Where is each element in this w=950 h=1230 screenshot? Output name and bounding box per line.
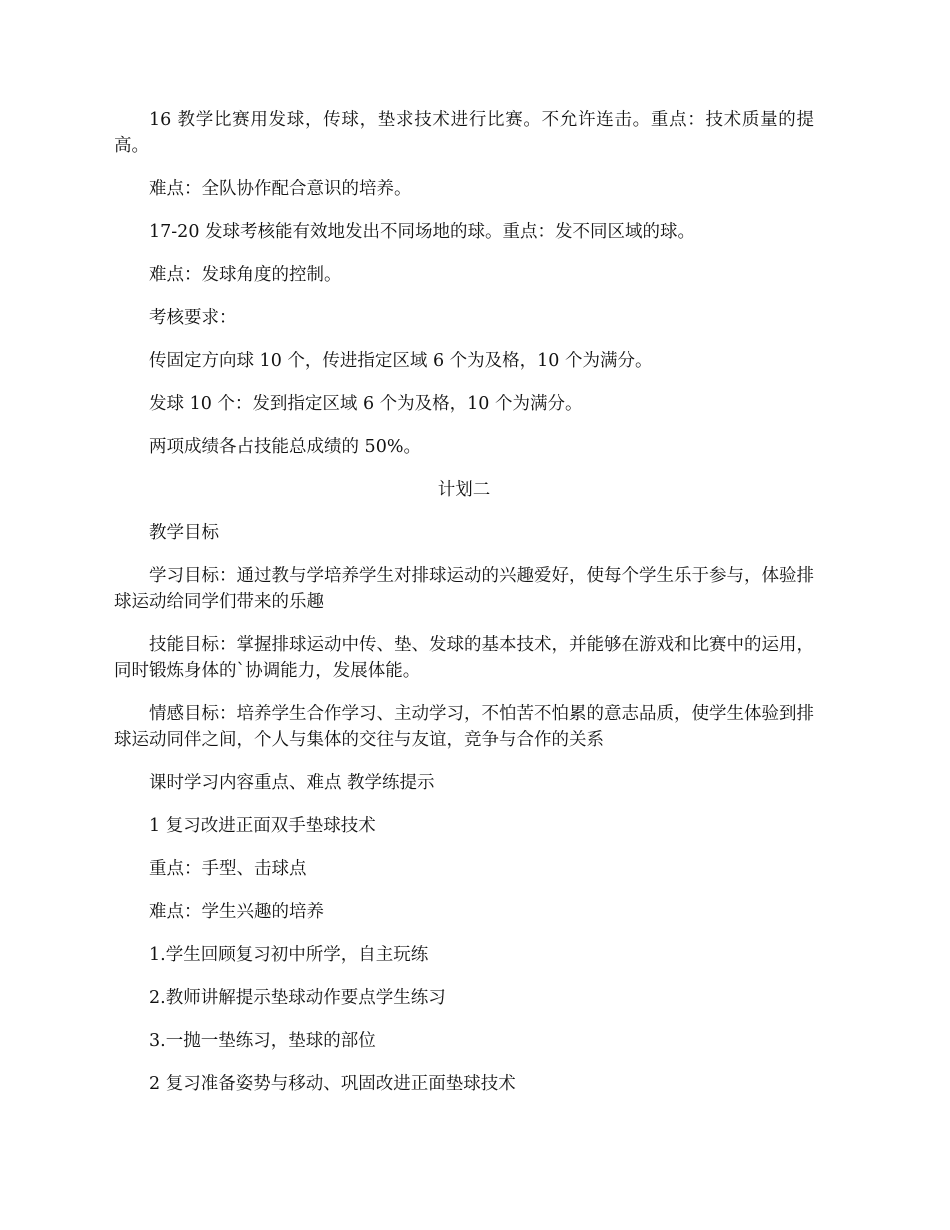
paragraph: 学习目标：通过教与学培养学生对排球运动的兴趣爱好，使每个学生乐于参与，体验排球运动给同学们带来的乐趣 [114,566,814,612]
paragraph: 17-20 发球考核能有效地发出不同场地的球。重点：发不同区域的球。 [149,222,696,242]
paragraph: 发球 10 个：发到指定区域 6 个为及格，10 个为满分。 [149,394,583,414]
paragraph: 技能目标：掌握排球运动中传、垫、发球的基本技术，并能够在游戏和比赛中的运用，同时锻炼身体的`协调能力，发展体能。 [114,635,814,681]
paragraph: 3.一抛一垫练习，垫球的部位 [149,1031,376,1051]
paragraph: 难点：学生兴趣的培养 [149,902,324,922]
paragraph: 2 复习准备姿势与移动、巩固改进正面垫球技术 [149,1074,516,1094]
paragraph: 教学目标 [149,523,219,543]
paragraph: 难点：发球角度的控制。 [149,265,342,285]
paragraph: 情感目标：培养学生合作学习、主动学习，不怕苦不怕累的意志品质，使学生体验到排球运动同伴之间，个人与集体的交往与友谊，竞争与合作的关系 [114,704,814,750]
paragraph: 考核要求： [149,308,237,328]
paragraph: 重点：手型、击球点 [149,859,307,879]
section-title: 计划二 [437,480,491,500]
paragraph: 2.教师讲解提示垫球动作要点学生练习 [149,988,446,1008]
paragraph: 16 教学比赛用发球，传球，垫求技术进行比赛。不允许连击。重点：技术质量的提高。 [114,110,814,156]
document-body [114,107,814,1114]
paragraph: 难点：全队协作配合意识的培养。 [149,179,412,199]
paragraph: 1 复习改进正面双手垫球技术 [149,816,376,836]
paragraph: 课时学习内容重点、难点 教学练提示 [149,773,435,793]
paragraph: 传固定方向球 10 个，传进指定区域 6 个为及格，10 个为满分。 [149,351,653,371]
paragraph: 1.学生回顾复习初中所学，自主玩练 [149,945,429,965]
paragraph: 两项成绩各占技能总成绩的 50%。 [149,437,421,457]
